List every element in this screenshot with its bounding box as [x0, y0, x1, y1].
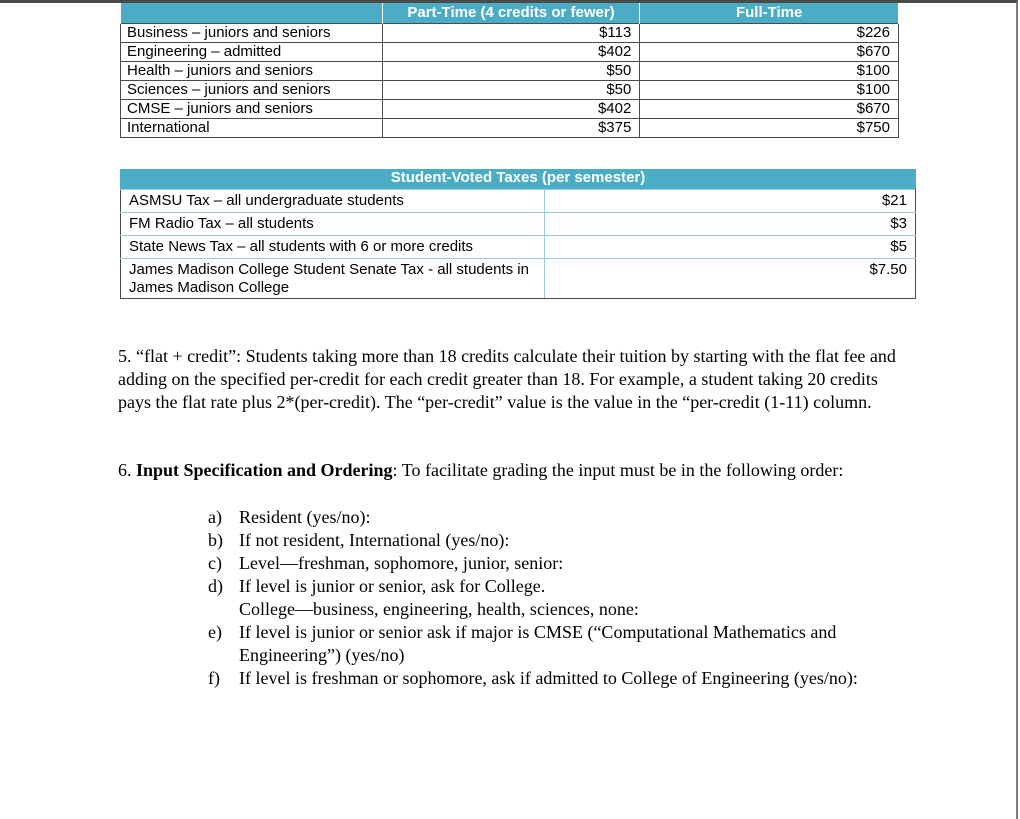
list-item: [208, 552, 888, 575]
list-item: [208, 506, 888, 529]
fee-header-blank: [121, 3, 383, 24]
list-marker: e): [208, 622, 222, 642]
fee-table-header: [121, 3, 899, 24]
list-item-text: Level—freshman, sophomore, junior, senior:: [239, 553, 564, 573]
table-row: [121, 190, 916, 213]
paragraph-number: 6.: [118, 460, 136, 480]
list-item: [208, 529, 888, 552]
fee-row-full-time: $100: [640, 81, 899, 100]
list-marker: c): [208, 553, 222, 573]
list-item-text: If level is freshman or sophomore, ask if admitted to College of Engineering (yes/no):: [239, 668, 858, 688]
table-row: [121, 81, 899, 100]
tax-row-label: James Madison College Student Senate Tax - all students in James Madison College: [121, 259, 545, 299]
tax-row-amount: $7.50: [544, 259, 916, 299]
tax-row-amount: $21: [544, 190, 916, 213]
input-order-list: [208, 506, 888, 690]
list-marker: b): [208, 530, 223, 550]
list-item: [208, 667, 888, 690]
fee-row-part-time: $50: [382, 81, 640, 100]
fee-row-part-time: $402: [382, 100, 640, 119]
fee-row-full-time: $226: [640, 24, 899, 43]
list-item-text: If level is junior or senior, ask for College.: [239, 576, 546, 596]
tax-row-label: ASMSU Tax – all undergraduate students: [121, 190, 545, 213]
table-row: [121, 100, 899, 119]
table-row: [121, 236, 916, 259]
fee-header-part-time: Part-Time (4 credits or fewer): [382, 3, 640, 24]
tax-table-title: Student-Voted Taxes (per semester): [120, 167, 916, 189]
fee-row-label: Business – juniors and seniors: [121, 24, 383, 43]
list-item-text: If not resident, International (yes/no):: [239, 530, 510, 550]
paragraph-flat-plus-credit: 5. “flat + credit”: Students taking more than 18 credits calculate their tuition by starting with the flat fee and adding on the specified per-credit for each credit greater than 18. For example, a student taking 20 credits pays the flat rate plus 2*(per-credit). The “per-credit” value is the value in the “per-credit (1-11) column.: [118, 346, 896, 412]
fee-row-label: Sciences – juniors and seniors: [121, 81, 383, 100]
list-item: [208, 621, 888, 667]
paragraph-text: : To facilitate grading the input must be in the following order:: [392, 460, 844, 480]
student-tax-table: [120, 189, 916, 299]
table-row: [121, 259, 916, 299]
table-row: [121, 43, 899, 62]
table-row: [121, 213, 916, 236]
list-item-subtext: College—business, engineering, health, sciences, none:: [239, 599, 639, 619]
tax-row-label: State News Tax – all students with 6 or more credits: [121, 236, 545, 259]
fee-row-label: International: [121, 119, 383, 138]
paragraph-heading: Input Specification and Ordering: [136, 460, 393, 480]
tax-row-label: FM Radio Tax – all students: [121, 213, 545, 236]
program-fee-table: [120, 3, 899, 138]
list-item-text: Resident (yes/no):: [239, 507, 371, 527]
fee-header-full-time: Full-Time: [640, 3, 899, 24]
fee-row-full-time: $100: [640, 62, 899, 81]
fee-row-full-time: $670: [640, 43, 899, 62]
fee-row-label: Health – juniors and seniors: [121, 62, 383, 81]
table-row: [121, 62, 899, 81]
fee-row-part-time: $375: [382, 119, 640, 138]
fee-row-full-time: $670: [640, 100, 899, 119]
list-marker: a): [208, 507, 222, 527]
tax-row-amount: $5: [544, 236, 916, 259]
list-marker: f): [208, 668, 220, 688]
fee-row-part-time: $50: [382, 62, 640, 81]
table-row: [121, 119, 899, 138]
table-row: [121, 24, 899, 43]
fee-row-label: Engineering – admitted: [121, 43, 383, 62]
list-marker: d): [208, 576, 223, 596]
fee-row-part-time: $402: [382, 43, 640, 62]
list-item-text: If level is junior or senior ask if major is CMSE (“Computational Mathematics and Engineering”) (yes/no): [239, 622, 837, 665]
paragraph-input-specification: [118, 459, 908, 482]
fee-row-label: CMSE – juniors and seniors: [121, 100, 383, 119]
list-item: [208, 575, 888, 621]
fee-row-part-time: $113: [382, 24, 640, 43]
tax-row-amount: $3: [544, 213, 916, 236]
fee-row-full-time: $750: [640, 119, 899, 138]
